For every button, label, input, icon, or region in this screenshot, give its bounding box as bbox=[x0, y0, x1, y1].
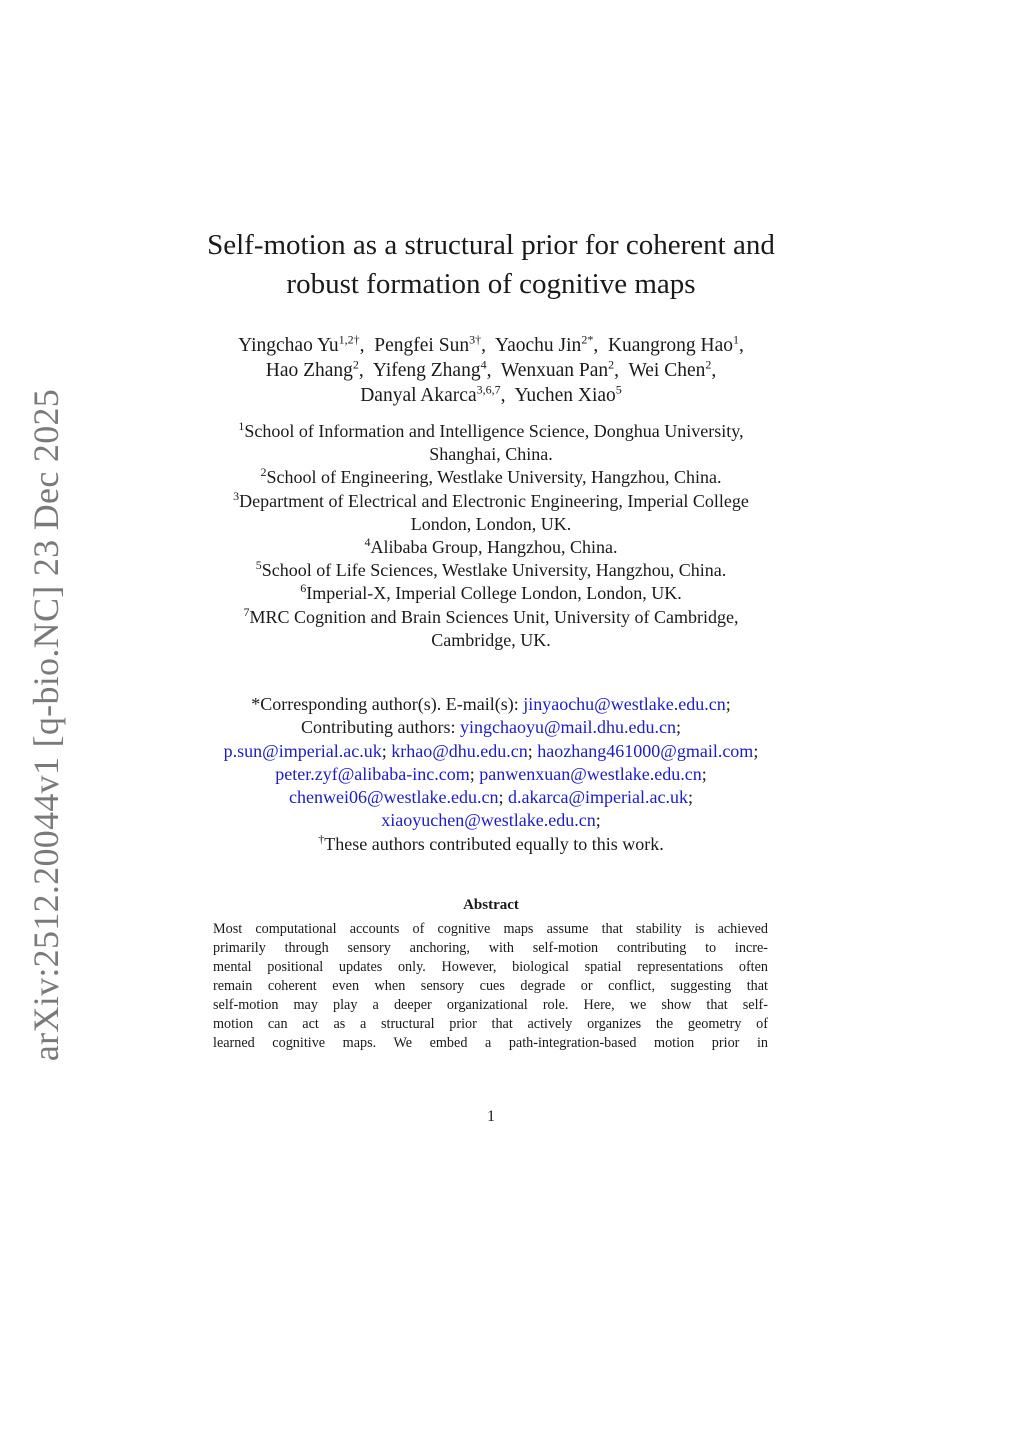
author: Yaochu Jin$^{2*}$ bbox=[494, 332, 594, 356]
abstract-line: primarily through sensory anchoring, with self-motion contributing to incre- bbox=[213, 940, 768, 956]
affiliation-6: $^6$Imperial-X, Imperial College London, London, UK. bbox=[300, 581, 682, 604]
affiliation-3-cont: London, London, UK. bbox=[410, 513, 572, 534]
author: Pengfei Sun$^{3\dagger}$ bbox=[374, 332, 482, 356]
abstract-heading: Abstract bbox=[463, 897, 519, 913]
affiliation-4: $^4$Alibaba Group, Hangzhou, China. bbox=[364, 535, 618, 558]
email-line: chenwei06@westlake.edu.cn; d.akarca@imperial.ac.uk; bbox=[288, 787, 693, 808]
email-line: p.sun@imperial.ac.uk; krhao@dhu.edu.cn; haozhang461000@gmail.com; bbox=[223, 740, 759, 761]
affiliation-3: $^3$Department of Electrical and Electronic Engineering, Imperial College bbox=[233, 488, 749, 511]
author: Yifeng Zhang$^4$ bbox=[372, 357, 487, 381]
abstract-line: remain coherent even when sensory cues degrade or conflict, suggesting that bbox=[213, 978, 768, 994]
author: Yuchen Xiao$^5$ bbox=[514, 382, 622, 406]
title-line-2: robust formation of cognitive maps bbox=[286, 268, 696, 300]
equal-contribution-note: †These authors contributed equally to this work. bbox=[318, 831, 664, 854]
author: Yingchao $Yu^{1,2\dagger}$ bbox=[238, 332, 360, 356]
email-link[interactable]: haozhang461000@gmail.com bbox=[537, 740, 754, 761]
page-number: 1 bbox=[487, 1108, 495, 1125]
affiliation-7: $^7$MRC Cognition and Brain Sciences Unit, University of Cambridge, bbox=[243, 604, 739, 627]
email-line: xiaoyuchen@westlake.edu.cn; bbox=[381, 810, 601, 831]
author-line-3: Danyal Akarca$^{3,6,7}$, Yuchen Xiao$^5$ bbox=[360, 382, 622, 406]
abstract-body bbox=[213, 920, 768, 1053]
email-link[interactable]: panwenxuan@westlake.edu.cn bbox=[479, 763, 702, 784]
affiliation-list bbox=[190, 420, 792, 652]
abstract-line: Most computational accounts of cognitive maps assume that stability is achieved bbox=[213, 921, 768, 937]
author-line-1: Yingchao $Yu^{1,2\dagger}$, Pengfei Sun$^{3\dagger}$, Yaochu Jin$^{2*}$, Kuangrong Hao$^1$, bbox=[238, 332, 744, 356]
abstract-line: motion can act as a structural prior that actively organizes the geometry of bbox=[213, 1016, 768, 1032]
title-line-1: Self-motion as a structural prior for coherent and bbox=[207, 229, 775, 261]
author: Wenxuan Pan$^2$ bbox=[500, 357, 615, 381]
author: Hao Zhang$^2$ bbox=[265, 357, 359, 381]
abstract-line: self-motion may play a deeper organizational role. Here, we show that self- bbox=[213, 997, 768, 1013]
author-list bbox=[190, 333, 792, 408]
paper-title bbox=[190, 226, 792, 304]
email-link[interactable]: jinyaochu@westlake.edu.cn bbox=[523, 694, 726, 714]
corresponding-author-line: *Corresponding author(s). E-mail(s): jinyaochu@westlake.edu.cn; bbox=[251, 694, 731, 714]
email-link[interactable]: d.akarca@imperial.ac.uk bbox=[508, 787, 688, 808]
author: Kuangrong Hao$^1$ bbox=[607, 332, 740, 356]
contact-block bbox=[190, 693, 792, 856]
email-link[interactable]: yingchaoyu@mail.dhu.edu.cn bbox=[459, 717, 676, 738]
affiliation-1-cont: Shanghai, China. bbox=[429, 444, 553, 465]
email-link[interactable]: peter.zyf@alibaba-inc.com bbox=[275, 763, 470, 784]
email-link[interactable]: chenwei06@westlake.edu.cn bbox=[288, 787, 499, 808]
author: Wei Chen$^2$ bbox=[628, 357, 712, 381]
abstract-line: learned cognitive maps. We embed a path-integration-based motion prior in bbox=[213, 1035, 768, 1051]
email-link[interactable]: xiaoyuchen@westlake.edu.cn bbox=[381, 810, 596, 831]
affiliation-2: $^2$School of Engineering, Westlake University, Hangzhou, China. bbox=[260, 465, 722, 488]
abstract-line: mental positional updates only. However, biological spatial representations often bbox=[213, 959, 768, 975]
email-link[interactable]: krhao@dhu.edu.cn bbox=[391, 740, 528, 761]
affiliation-7-cont: Cambridge, UK. bbox=[431, 629, 551, 650]
contributing-authors-line: Contributing authors: yingchaoyu@mail.dhu.edu.cn; bbox=[300, 717, 682, 738]
email-line: peter.zyf@alibaba-inc.com; panwenxuan@westlake.edu.cn; bbox=[275, 763, 707, 784]
email-link[interactable]: p.sun@imperial.ac.uk bbox=[223, 740, 382, 761]
author-line-2: Hao Zhang$^2$, Yifeng Zhang$^4$, Wenxuan Pan$^2$, Wei Chen$^2$, bbox=[265, 357, 717, 381]
author: Danyal Akarca$^{3,6,7}$ bbox=[360, 382, 501, 406]
affiliation-5: $^5$School of Life Sciences, Westlake University, Hangzhou, China. bbox=[255, 558, 727, 581]
affiliation-1: $^1$School of Information and Intelligence Science, Donghua University, bbox=[238, 419, 744, 441]
arxiv-identifier-stamp: arXiv:2512.20044v1 [q-bio.NC] 23 Dec 2025 bbox=[26, 388, 66, 1062]
